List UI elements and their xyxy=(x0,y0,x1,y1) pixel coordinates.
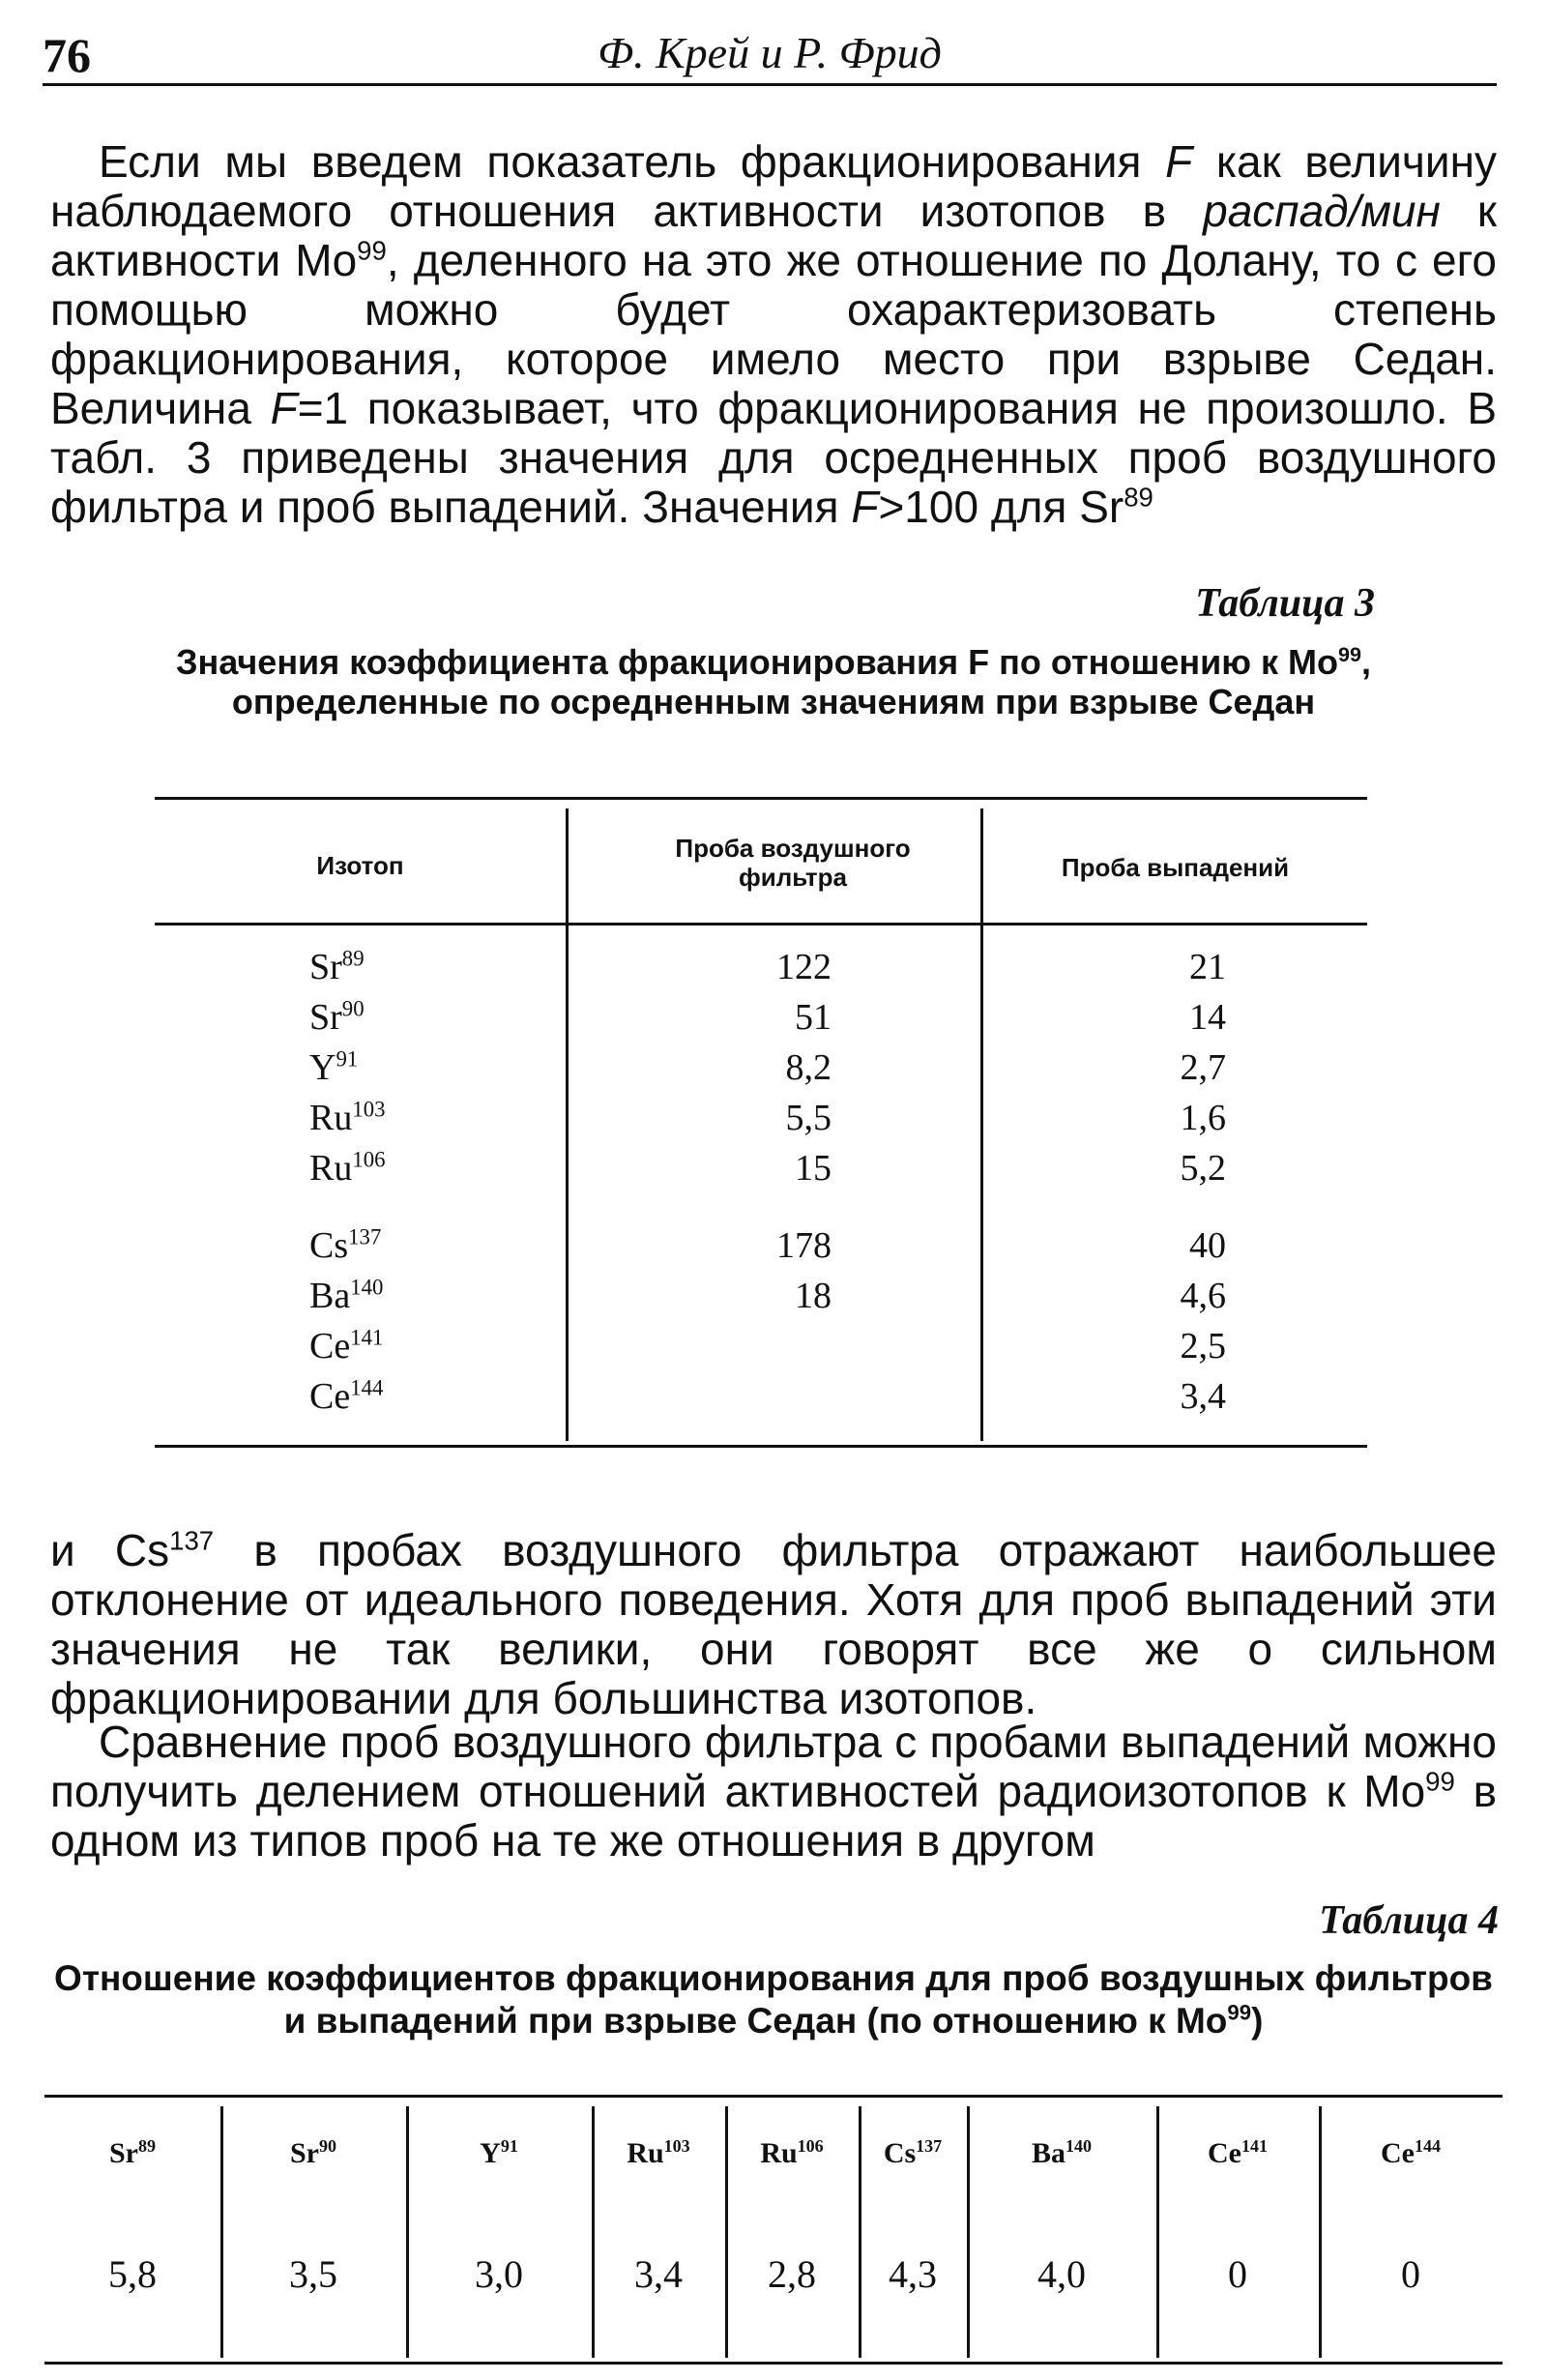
table4-isotope-header xyxy=(406,2137,592,2170)
isotope-mass: 137 xyxy=(348,1224,382,1249)
isotope-symbol: Y xyxy=(309,1047,336,1088)
table3-divider-1 xyxy=(566,808,569,1441)
isotope-mass: 106 xyxy=(352,1147,386,1172)
isotope-mass: 140 xyxy=(1065,2136,1092,2156)
table3-isotope-cell xyxy=(309,1325,383,1367)
table4-value: 0 xyxy=(1401,2252,1420,2296)
isotope-symbol: Ce xyxy=(1208,2137,1241,2169)
isotope-mass: 144 xyxy=(1414,2136,1441,2156)
isotope-symbol: Ru xyxy=(760,2137,798,2169)
table4-divider xyxy=(220,2106,223,2358)
isotope-symbol: Ce xyxy=(309,1326,351,1366)
isotope-symbol: Ru xyxy=(309,1098,353,1138)
table3-fallout-value: 3,4 xyxy=(1180,1376,1226,1417)
table3-fallout-value: 5,2 xyxy=(1180,1148,1226,1189)
paragraph-intro: Если мы введем показатель фракционирования F как величину наблюдаемого отношения активности изотопов в распад/мин к активности Mo$^{99}$, деленного на это же отношение по Долану, то с его помощью можно будет охарактеризовать степень фракционирования, которое имело место при взрыве Седан. Величина F=1 показывает, что фракционирования не произошло. В табл. 3 приведены значения для осредненных проб воздушного фильтра и проб выпадений. Значения F>100 для Sr$^{89}$ xyxy=(50,136,1498,532)
isotope-mass: 91 xyxy=(500,2136,518,2156)
table4-value: 3,4 xyxy=(634,2252,683,2296)
table4-value: 0 xyxy=(1228,2252,1247,2296)
table3-fallout-value: 21 xyxy=(1189,947,1226,987)
table3-fallout-value: 14 xyxy=(1189,997,1226,1038)
isotope-mass: 89 xyxy=(138,2136,156,2156)
table4-isotope-header xyxy=(1156,2137,1319,2170)
table3-fallout-value: 40 xyxy=(1189,1225,1226,1266)
table3-isotope-cell xyxy=(309,996,365,1039)
table3-fallout-value: 4,6 xyxy=(1180,1276,1226,1316)
table4-isotope-header xyxy=(1319,2137,1503,2170)
table4-value: 4,3 xyxy=(889,2252,937,2296)
isotope-mass: 144 xyxy=(350,1375,384,1400)
running-title: Ф. Крей и Р. Фрид xyxy=(598,28,942,77)
table3-fallout-value: 1,6 xyxy=(1180,1098,1226,1138)
table3-air-value: 8,2 xyxy=(785,1047,832,1088)
paragraph-continuation: и Cs$^{137}$ в пробах воздушного фильтра отражают наибольшее отклонение от идеального поведения. Хотя для проб выпадений эти значения не так велики, они говорят все же о сильном фракционировании для большинства изотопов. xyxy=(50,1525,1497,1723)
isotope-symbol: Cs xyxy=(883,2137,917,2169)
isotope-mass: 90 xyxy=(341,996,365,1021)
isotope-mass: 141 xyxy=(350,1325,384,1350)
table4-divider xyxy=(1156,2106,1159,2358)
table4-value: 4,0 xyxy=(1037,2252,1086,2296)
isotope-mass: 91 xyxy=(336,1046,359,1072)
isotope-mass: 103 xyxy=(663,2136,690,2156)
table3-air-value: 15 xyxy=(795,1148,832,1189)
table3-air-value: 51 xyxy=(795,997,832,1038)
table3-col-air: Проба воздушного фильтра xyxy=(675,834,911,892)
isotope-symbol: Sr xyxy=(309,947,342,987)
table3-air-value: 178 xyxy=(776,1225,832,1266)
table4-divider xyxy=(967,2106,970,2358)
isotope-mass: 90 xyxy=(319,2136,336,2156)
table4-divider xyxy=(406,2106,409,2358)
isotope-symbol: Ce xyxy=(1381,2137,1415,2169)
table4-top-rule xyxy=(44,2095,1503,2098)
isotope-symbol: Sr xyxy=(109,2137,138,2169)
table3-title: Значения коэффициента фракционирования F по отношению к Mo$^{99}$, определенные по осредненным значениям при взрыве Седан xyxy=(175,642,1372,721)
isotope-symbol: Ru xyxy=(309,1148,353,1189)
paragraph-comparison: Сравнение проб воздушного фильтра с пробами выпадений можно получить делением отношений активностей радиоизотопов к Mo$^{99}$ в одном из типов проб на те же отношения в другом xyxy=(50,1717,1498,1866)
table3-bottom-rule xyxy=(155,1445,1367,1448)
table3-isotope-cell xyxy=(309,1097,386,1139)
isotope-symbol: Sr xyxy=(290,2137,319,2169)
table3-isotope-cell xyxy=(309,1224,381,1267)
isotope-mass: 140 xyxy=(350,1275,384,1300)
isotope-mass: 137 xyxy=(916,2136,943,2156)
table4-value: 3,5 xyxy=(289,2252,337,2296)
isotope-symbol: Ru xyxy=(627,2137,664,2169)
isotope-mass: 141 xyxy=(1241,2136,1268,2156)
isotope-symbol: Y xyxy=(480,2137,501,2169)
table4-isotope-header xyxy=(859,2137,967,2170)
isotope-symbol: Sr xyxy=(309,997,342,1038)
table3-top-rule xyxy=(155,797,1367,800)
table3-isotope-cell xyxy=(309,1147,386,1190)
table4-isotope-header xyxy=(592,2137,725,2170)
table3-isotope-cell xyxy=(309,1046,358,1089)
table4-divider xyxy=(725,2106,728,2358)
isotope-mass: 89 xyxy=(341,946,365,971)
table3-col-fallout: Проба выпадений xyxy=(1061,853,1290,882)
table4-value: 3,0 xyxy=(475,2252,523,2296)
table4-caption: Таблица 4 xyxy=(1319,1898,1499,1943)
page-number: 76 xyxy=(43,28,91,82)
table3-air-value: 122 xyxy=(776,947,832,987)
isotope-mass: 103 xyxy=(352,1097,386,1122)
table4-isotope-header xyxy=(967,2137,1156,2170)
table4-divider xyxy=(592,2106,595,2358)
table3-isotope-cell xyxy=(309,1275,383,1317)
table3-isotope-cell xyxy=(309,1375,383,1418)
page-header xyxy=(43,19,1497,86)
isotope-symbol: Ce xyxy=(309,1376,351,1417)
table4-divider xyxy=(859,2106,861,2358)
table3-fallout-value: 2,5 xyxy=(1180,1326,1226,1366)
table4-value: 5,8 xyxy=(108,2252,157,2296)
table3-col-isotope: Изотоп xyxy=(316,851,404,880)
table4-title: Отношение коэффициентов фракционирования для проб воздушных фильтров и выпадений при взрыве Седан (по отношению к Mo$^{99}$) xyxy=(54,1958,1493,2041)
isotope-symbol: Ba xyxy=(309,1276,351,1316)
table3-air-value: 5,5 xyxy=(785,1098,832,1138)
table3-header-rule xyxy=(155,923,1367,926)
table4-divider xyxy=(1319,2106,1322,2358)
table4-isotope-header xyxy=(44,2137,220,2170)
table3-air-value: 18 xyxy=(795,1276,832,1316)
table4-isotope-header xyxy=(220,2137,406,2170)
table3-fallout-value: 2,7 xyxy=(1180,1047,1226,1088)
table4-bottom-rule xyxy=(44,2362,1503,2365)
table3-caption: Таблица 3 xyxy=(1195,581,1375,626)
isotope-mass: 106 xyxy=(797,2136,824,2156)
isotope-symbol: Ba xyxy=(1031,2137,1065,2169)
table3-divider-2 xyxy=(980,808,983,1441)
table3-isotope-cell xyxy=(309,946,365,988)
isotope-symbol: Cs xyxy=(309,1225,349,1266)
table4-isotope-header xyxy=(725,2137,859,2170)
table4-value: 2,8 xyxy=(768,2252,816,2296)
